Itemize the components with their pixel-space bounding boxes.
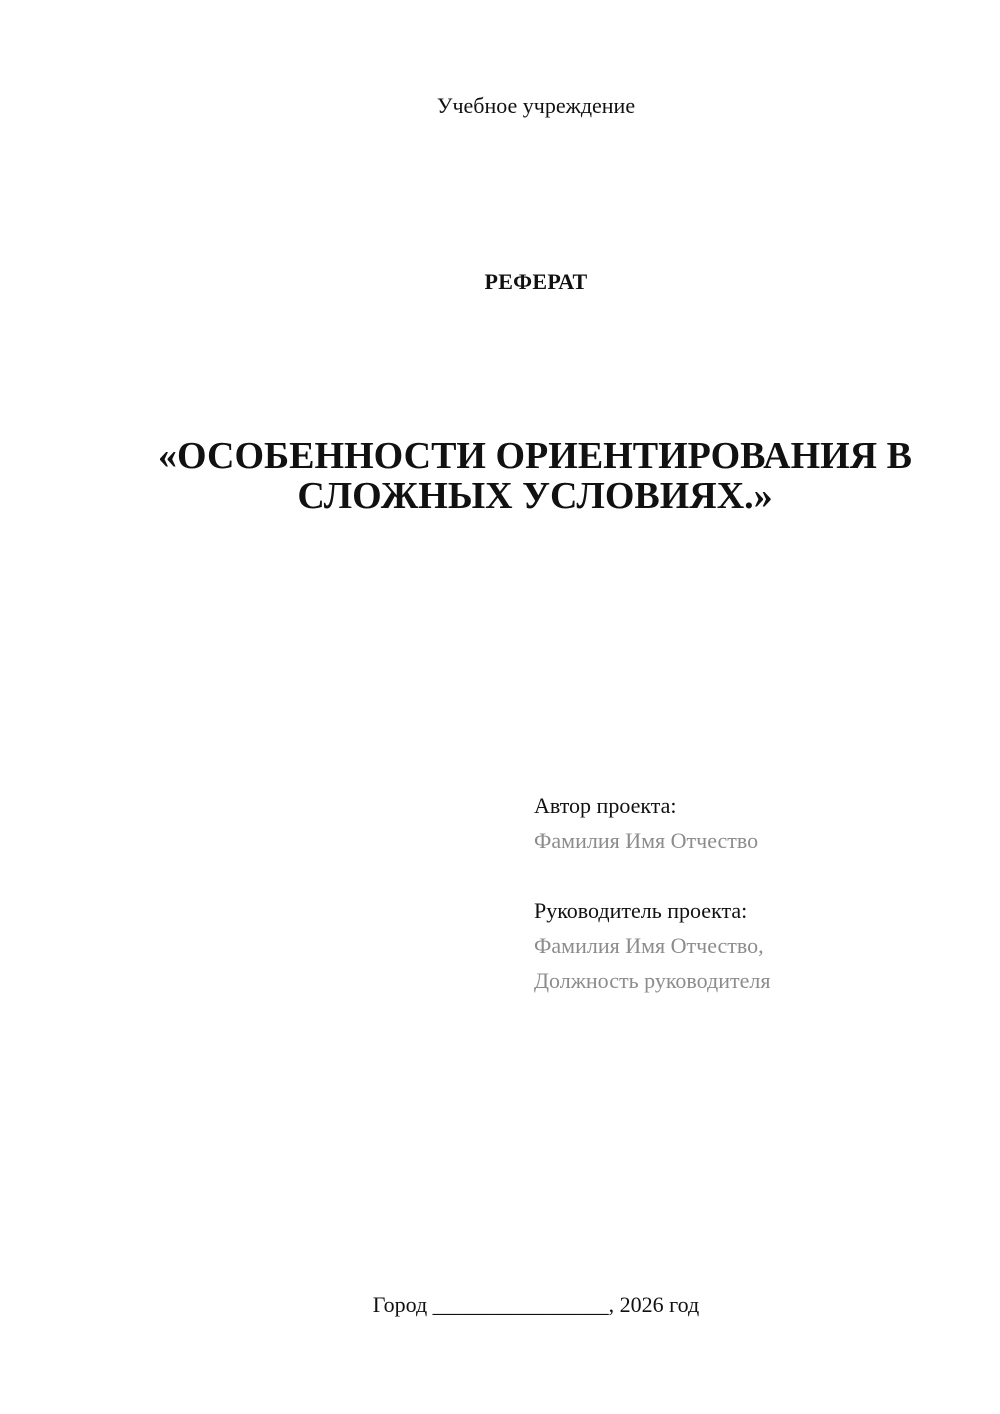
supervisor-position: Должность руководителя bbox=[534, 968, 771, 993]
author-name: Фамилия Имя Отчество bbox=[534, 828, 759, 853]
institution-name: Учебное учреждение bbox=[436, 93, 636, 118]
title-line-2: СЛОЖНЫХ УСЛОВИЯХ.» bbox=[297, 475, 773, 517]
supervisor-name: Фамилия Имя Отчество, bbox=[534, 933, 764, 958]
author-label: Автор проекта: bbox=[534, 793, 677, 818]
supervisor-label: Руководитель проекта: bbox=[534, 898, 748, 923]
document-type: РЕФЕРАТ bbox=[484, 269, 588, 294]
credits-block bbox=[534, 788, 954, 998]
credits-spacer bbox=[534, 858, 954, 893]
document-title bbox=[120, 436, 950, 516]
city-year-footer: Город ________________, 2026 год bbox=[372, 1292, 700, 1317]
title-line-1: «ОСОБЕННОСТИ ОРИЕНТИРОВАНИЯ В bbox=[158, 435, 912, 477]
